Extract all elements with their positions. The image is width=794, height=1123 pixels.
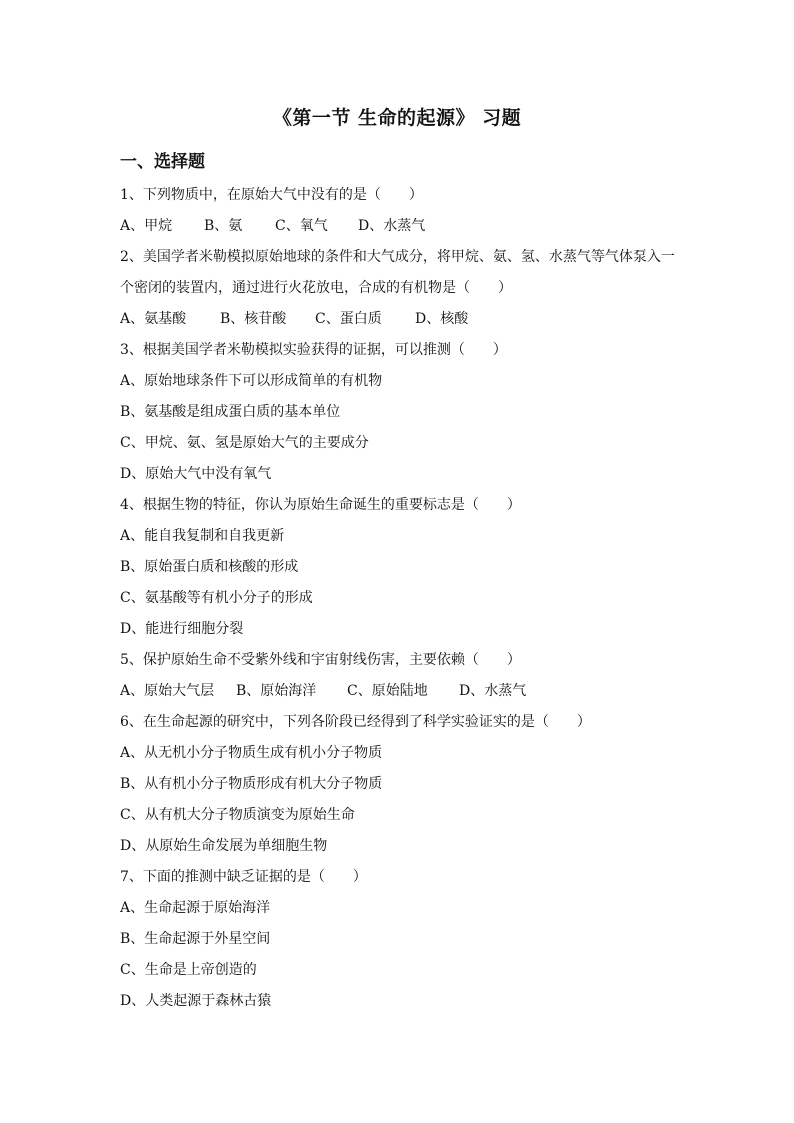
option-b: B、原始海洋 bbox=[236, 683, 317, 699]
question-7-option-b: B、生命起源于外星空间 bbox=[120, 931, 271, 947]
question-1-options bbox=[120, 211, 680, 242]
option-a: A、甲烷 bbox=[120, 218, 173, 234]
question-7-option-d: D、人类起源于森林古猿 bbox=[120, 993, 272, 1009]
question-4-option-c: C、氨基酸等有机小分子的形成 bbox=[120, 590, 313, 606]
question-2-stem: 2、美国学者米勒模拟原始地球的条件和大气成分，将甲烷、氨、氢、水蒸气等气体泵入一 bbox=[120, 249, 675, 265]
question-7-option-a: A、生命起源于原始海洋 bbox=[120, 900, 271, 916]
option-a: A、氨基酸 bbox=[120, 311, 187, 327]
option-b: B、氨 bbox=[204, 218, 243, 234]
question-4-option-d: D、能进行细胞分裂 bbox=[120, 621, 244, 637]
question-6-option-b: B、从有机小分子物质形成有机大分子物质 bbox=[120, 776, 383, 792]
question-7-stem: 7、下面的推测中缺乏证据的是（ ） bbox=[120, 869, 367, 885]
option-c: C、原始陆地 bbox=[347, 683, 428, 699]
question-list bbox=[120, 180, 680, 1017]
question-6-option-d: D、从原始生命发展为单细胞生物 bbox=[120, 838, 328, 854]
question-6-option-c: C、从有机大分子物质演变为原始生命 bbox=[120, 807, 355, 823]
question-5-stem: 5、保护原始生命不受紫外线和宇宙射线伤害，主要依赖（ ） bbox=[120, 652, 521, 668]
question-3-stem: 3、根据美国学者米勒模拟实验获得的证据，可以推测（ ） bbox=[120, 342, 507, 358]
question-1-stem: 1、下列物质中，在原始大气中没有的是（ ） bbox=[120, 187, 423, 203]
question-3-option-d: D、原始大气中没有氧气 bbox=[120, 466, 272, 482]
question-6-stem: 6、在生命起源的研究中，下列各阶段已经得到了科学实验证实的是（ ） bbox=[120, 714, 591, 730]
question-2-options bbox=[120, 304, 680, 335]
question-7-option-c: C、生命是上帝创造的 bbox=[120, 962, 257, 978]
option-a: A、原始大气层 bbox=[120, 683, 215, 699]
option-c: C、蛋白质 bbox=[315, 311, 382, 327]
question-2-stem-continued: 个密闭的装置内，通过进行火花放电，合成的有机物是（ ） bbox=[120, 280, 512, 296]
question-3-option-c: C、甲烷、氨、氢是原始大气的主要成分 bbox=[120, 435, 369, 451]
question-3-option-a: A、原始地球条件下可以形成简单的有机物 bbox=[120, 373, 383, 389]
question-3-option-b: B、氨基酸是组成蛋白质的基本单位 bbox=[120, 404, 341, 420]
question-4-option-a: A、能自我复制和自我更新 bbox=[120, 528, 285, 544]
section-heading: 一、选择题 bbox=[120, 152, 205, 172]
option-d: D、水蒸气 bbox=[358, 218, 426, 234]
option-d: D、核酸 bbox=[415, 311, 469, 327]
option-b: B、核苷酸 bbox=[220, 311, 287, 327]
option-d: D、水蒸气 bbox=[459, 683, 527, 699]
question-6-option-a: A、从无机小分子物质生成有机小分子物质 bbox=[120, 745, 383, 761]
question-5-options bbox=[120, 676, 680, 707]
page-title: 《第一节 生命的起源》 习题 bbox=[272, 107, 522, 129]
question-4-stem: 4、根据生物的特征，你认为原始生命诞生的重要标志是（ ） bbox=[120, 497, 521, 513]
option-c: C、氧气 bbox=[275, 218, 328, 234]
question-4-option-b: B、原始蛋白质和核酸的形成 bbox=[120, 559, 299, 575]
